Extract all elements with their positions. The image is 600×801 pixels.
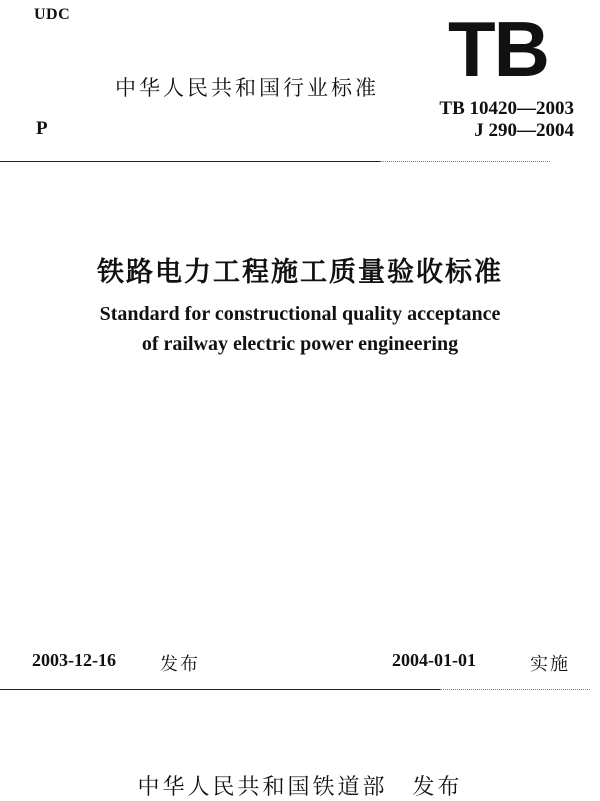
implement-date: 2004-01-01 bbox=[392, 650, 476, 670]
tb-logo: TB bbox=[448, 5, 548, 93]
footer-divider bbox=[0, 689, 440, 690]
industry-standard-label: 中华人民共和国行业标准 bbox=[115, 76, 379, 100]
udc-label: UDC bbox=[34, 6, 71, 23]
header-divider bbox=[0, 161, 380, 162]
title-english-line1: Standard for constructional quality acceptance bbox=[99, 303, 501, 325]
title-english-line2: of railway electric power engineering bbox=[141, 333, 459, 355]
standard-code-tb: TB 10420—2003 bbox=[439, 98, 574, 119]
title-chinese: 铁路电力工程施工质量验收标准 bbox=[97, 257, 503, 288]
standard-code-j: J 290—2004 bbox=[474, 120, 574, 141]
publisher-label: 中华人民共和国铁道部 发布 bbox=[137, 775, 463, 800]
issue-label: 发布 bbox=[160, 654, 200, 675]
implement-label: 实施 bbox=[530, 654, 570, 675]
header-divider-dotted bbox=[380, 161, 550, 162]
category-label: P bbox=[36, 118, 48, 139]
issue-date: 2003-12-16 bbox=[32, 650, 116, 670]
footer-divider-dotted bbox=[440, 689, 590, 690]
